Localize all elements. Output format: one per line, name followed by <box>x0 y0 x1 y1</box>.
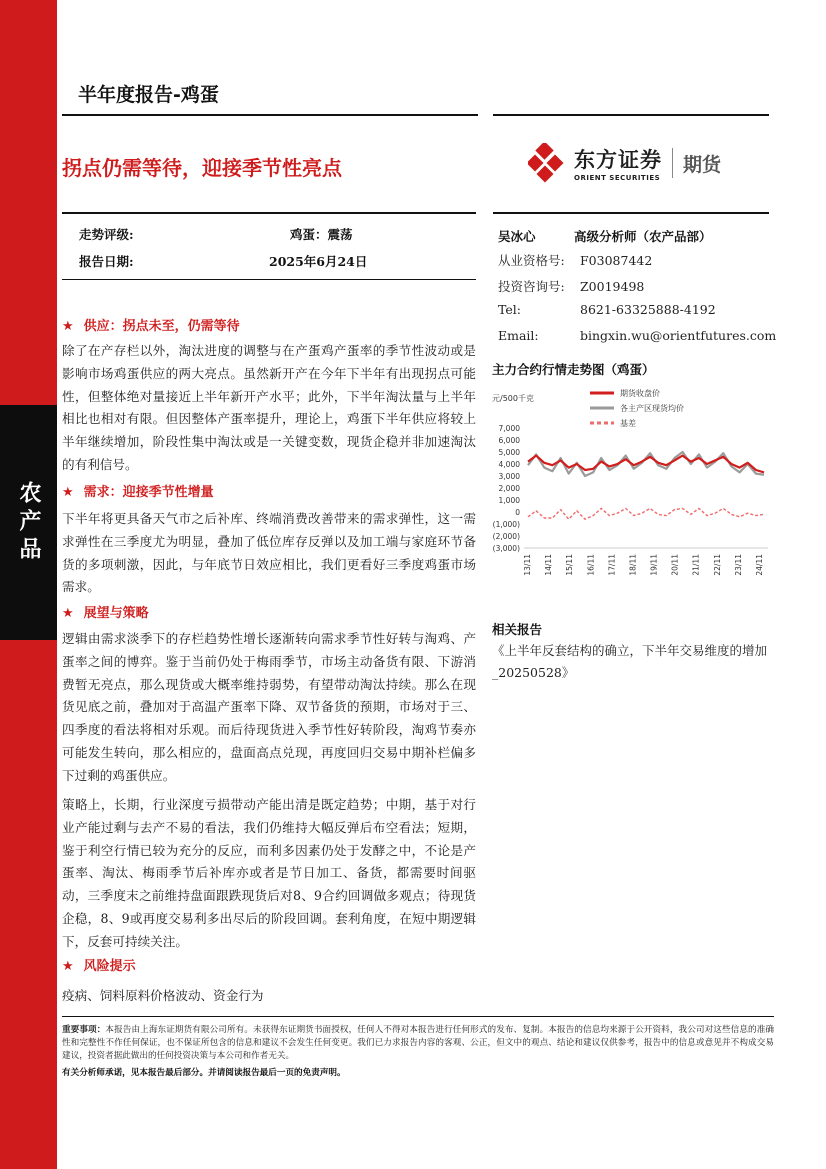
section-heading-text: 风险提示 <box>83 959 136 974</box>
analyst-row-key: Email: <box>498 328 539 343</box>
y-tick-label: 4,000 <box>498 460 520 469</box>
section-text-outlook-2: 策略上，长期，行业深度亏损带动产能出清是既定趋势；中期，基于对行业产能过剩与去产不易的看法，我们仍维持大幅反弹后布空看法；短期，鉴于利空行情已较为充分的反应，而利多因素仍处于发酵之中，不论是产蛋率、淘汰、梅雨季节后补库亦或者是节日加工、备货，都需要时间驱动，三季度末之前维持盘面跟跌现货后对8、9合约回调做多观点；待现货企稳，8、9或再度交易利多出尽后的阶段回调。套利角度，在短中期逻辑下，反套可持续关注。 <box>62 797 476 949</box>
analyst-row-qual <box>498 251 652 269</box>
section-heading-text: 展望与策略 <box>83 606 149 621</box>
y-tick-label: 1,000 <box>498 496 520 505</box>
report-type: 半年度报告-鸡蛋 <box>78 84 219 106</box>
rating-label: 走势评级: <box>79 227 134 242</box>
section-heading-risk <box>62 955 136 974</box>
header-rule-right <box>493 114 769 116</box>
analyst-promise: 有关分析师承诺，见本报告最后部分。并请阅读报告最后一页的免责声明。 <box>62 1068 346 1078</box>
orient-logo-icon <box>528 143 568 183</box>
section-heading-text: 需求：迎接季节性增量 <box>83 485 214 500</box>
x-tick-label: 18/11 <box>628 554 638 576</box>
star-icon: ★ <box>62 319 74 334</box>
x-tick-label: 20/11 <box>670 554 680 576</box>
disclaimer <box>62 1024 774 1063</box>
x-tick-label: 21/11 <box>691 554 701 576</box>
section-text-outlook-1: 逻辑由需求淡季下的存栏趋势性增长逐渐转向需求季节性好转与淘鸡、产蛋率之间的博弈。鉴于当前仍处于梅雨季节，市场主动备货有限、下游消费暂无亮点，那么现货或大概率维持弱势，有望带动淘汰持续。那么在现货见底之前，叠加对于高温产蛋率下降、双节备货的预期，市场对于三、四季度的看法将相对乐观。而后待现货进入季节性好转阶段，淘鸡节奏亦可能发生转向，那么相应的，盘面高点兑现，再度回归交易中期补栏偏多下过剩的鸡蛋供应。 <box>62 631 476 783</box>
legend-label: 基差 <box>620 419 636 428</box>
logo-en-text: ORIENT SECURITIES <box>574 174 661 182</box>
logo-cn-text: 东方证券 <box>574 148 662 172</box>
section-text-supply: 除了在产存栏以外，淘汰进度的调整与在产蛋鸡产蛋率的季节性波动或是影响市场鸡蛋供应的两大亮点。虽然新开产在今年下半年有出现拐点可能性，但整体绝对量接近上半年新开产水平；此外，下半年淘汰量与上半年相比也相对有限。但因整体产蛋率提升，理论上，鸡蛋下半年供应将较上半年继续增加，阶段性集中淘汰或是一关键变数，现货企稳并非加速淘汰的有利信号。 <box>62 343 476 472</box>
analyst-rule-top <box>493 212 769 214</box>
y-tick-label: 2,000 <box>498 484 520 493</box>
y-tick-label: (1,000) <box>492 520 520 529</box>
chart-title: 主力合约行情走势图（鸡蛋） <box>492 362 655 377</box>
price-chart <box>490 380 774 602</box>
analyst-row-key: 投资咨询号: <box>498 279 565 294</box>
analyst-row-tel <box>498 302 716 317</box>
x-tick-label: 23/11 <box>733 554 743 576</box>
related-heading: 相关报告 <box>492 622 543 637</box>
x-tick-label: 17/11 <box>607 554 617 576</box>
analyst-row-email <box>498 328 776 343</box>
y-tick-label: 6,000 <box>498 436 520 445</box>
y-tick-label: 0 <box>515 508 520 517</box>
section-text-risk: 疫病、饲料原料价格波动、资金行为 <box>62 988 264 1003</box>
star-icon: ★ <box>62 606 74 621</box>
series-line <box>528 508 764 519</box>
logo-division: 期货 <box>683 153 722 176</box>
star-icon: ★ <box>62 485 74 500</box>
section-text-demand: 下半年将更具备天气市之后补库、终端消费改善带来的需求弹性，这一需求弹性在三季度尤为明显，叠加了低位库存反弹以及加工端与家庭环节备货的多项刺激，因此，与年底节日效应相比，我们更看好三季度鸡蛋市场需求。 <box>62 511 476 595</box>
disclaimer-text: 本报告由上海东证期货有限公司所有。未获得东证期货书面授权，任何人不得对本报告进行任何形式的发布、复制。本报告的信息均来源于公开资料，我公司对这些信息的准确性和完整性不作任何保证，也不保证所包含的信息和建议不会发生任何变更。我们已力求报告内容的客观、公正，但文中的观点、结论和建议仅供参考，报告中的信息或意见并不构成交易建议，投资者据此做出的任何投资决策与本公司和作者无关。 <box>62 1025 774 1061</box>
date-value: 2025年6月24日 <box>269 254 368 269</box>
x-tick-label: 14/11 <box>544 554 554 576</box>
analyst-row-value: Z0019498 <box>580 279 645 294</box>
section-heading-supply <box>62 315 240 334</box>
legend-label: 期货收盘价 <box>620 389 660 398</box>
header-rule-left <box>62 114 478 116</box>
x-tick-label: 24/11 <box>755 554 764 576</box>
category-tag <box>0 405 57 640</box>
analyst-row-value: 8621-63325888-4192 <box>580 302 716 317</box>
disclaimer-label: 重要事项： <box>62 1025 106 1035</box>
company-logo <box>528 142 738 184</box>
section-heading-text: 供应：拐点未至，仍需等待 <box>83 319 240 334</box>
meta-rule-top <box>62 212 476 214</box>
analyst-row-value: F03087442 <box>580 253 653 268</box>
rating-value: 鸡蛋：震荡 <box>290 227 353 242</box>
footer-rule <box>62 1016 774 1017</box>
category-tag-label: 农产品 <box>16 480 41 565</box>
analyst-title: 高级分析师（农产品部） <box>574 229 712 244</box>
section-heading-outlook <box>62 602 149 621</box>
logo-divider <box>672 148 673 178</box>
meta-rule-bottom <box>62 279 476 280</box>
legend-label: 各主产区现货均价 <box>620 404 684 413</box>
x-tick-label: 22/11 <box>712 554 722 576</box>
analyst-row-key: Tel: <box>498 302 521 317</box>
star-icon: ★ <box>62 959 74 974</box>
date-label: 报告日期: <box>79 254 134 269</box>
analyst-row-consult <box>498 277 644 295</box>
y-tick-label: (2,000) <box>492 532 520 541</box>
series-line <box>528 456 764 473</box>
y-tick-label: 3,000 <box>498 472 520 481</box>
x-tick-label: 13/11 <box>523 554 532 576</box>
section-heading-demand <box>62 481 214 500</box>
analyst-name: 吴冰心 <box>498 229 536 244</box>
y-tick-label: (3,000) <box>492 544 520 553</box>
y-tick-label: 7,000 <box>498 424 520 433</box>
main-title: 拐点仍需等待，迎接季节性亮点 <box>62 156 342 180</box>
x-tick-label: 15/11 <box>565 554 575 576</box>
analyst-row-value: bingxin.wu@orientfutures.com <box>580 328 777 343</box>
related-report-link[interactable]: 《上半年反套结构的确立，下半年交易维度的增加_20250528》 <box>492 643 768 680</box>
analyst-row-key: 从业资格号: <box>498 253 565 268</box>
y-tick-label: 5,000 <box>498 448 520 457</box>
x-tick-label: 19/11 <box>649 554 659 576</box>
x-tick-label: 16/11 <box>586 554 596 576</box>
chart-unit-label: 元/500千克 <box>492 394 534 403</box>
